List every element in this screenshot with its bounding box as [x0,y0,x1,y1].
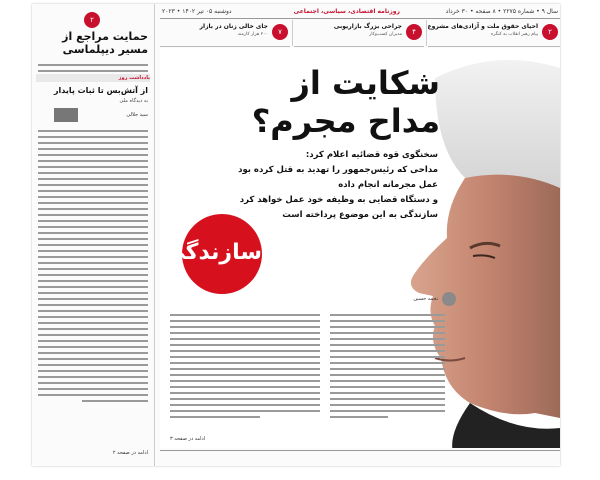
hero-continue: ادامه در صفحه ۳ [170,436,206,442]
left-headline[interactable]: حمایت مراجع از مسیر دیپلماسی [62,30,148,56]
lead-line-3: و دستگاه قضایی به وظیفه خود عمل خواهد کرد [239,195,438,205]
left-continue: ادامه در صفحه ۲ [112,450,148,456]
left-body-text [38,126,148,406]
teaser-1-title: احیای حقوق ملت و آزادی‌های مشروع [427,23,538,30]
hero-body-text-2 [330,310,445,422]
author-photo [54,108,78,122]
newspaper-page [32,4,560,466]
teaser-2-subtitle: مدیران کسب‌وکار [369,32,402,37]
teaser-3-number: ۷ [272,24,288,40]
lead-line-4: سازندگی به این موضوع پرداخته است [282,210,438,220]
masthead-paper-type: روزنامه اقتصادی، سیاسی، اجتماعی [293,8,400,15]
left-column [32,4,155,466]
masthead [160,4,560,19]
left-badge: ۲ [84,12,100,28]
teaser-3-title: جای خالی زنان در بازار [199,23,268,30]
left-article-subtitle: به دیدگاه ملی [119,98,148,104]
footer-rule [160,450,560,466]
teaser-2-title: جراحی بزرگ بازاریوبی [333,23,402,30]
teaser-2[interactable] [294,20,424,47]
lead-line-1: مداحی که رئیس‌جمهور را تهدید به قتل کرده بود [238,165,438,175]
left-author: سید جلالی [126,112,148,118]
left-article-title[interactable]: از آتش‌بس تا ثبات پایدار [53,86,148,95]
hero-section [160,48,560,448]
masthead-issue: سال ۹ • شماره ۲۲۷۵ • ۸ صفحه • ۳۰ خرداد [445,8,558,15]
teaser-3[interactable] [160,20,290,47]
logo-text: سازندگی [163,240,262,265]
left-section-label: یادداشت روز [36,74,150,82]
headline-line-2: مداح مجرم؟ [251,102,440,140]
lead-paragraph [178,148,438,223]
hero-body-text [170,310,320,422]
teaser-3-subtitle: ۲۰۰ هزار کارمند [237,32,268,37]
main-headline[interactable] [180,64,440,140]
teaser-1[interactable] [428,20,560,47]
byline-name: نجمه حسین [413,296,438,302]
sazandegi-logo [163,214,262,294]
lead-intro: سخنگوی قوه قضائیه اعلام کرد: [305,150,438,160]
headline-line-1: شکایت از [291,64,440,102]
teaser-1-number: ۲ [542,24,558,40]
teaser-2-number: ۴ [406,24,422,40]
masthead-date: دوشنبه ۰۵ تیر ۱۴۰۲ • ۲۰۲۳ [162,8,232,15]
lead-line-2: عمل مجرمانه انجام داده [338,180,438,190]
teaser-1-subtitle: پیام رهبر انقلاب به کنگره [490,32,538,37]
byline-photo [442,292,456,306]
